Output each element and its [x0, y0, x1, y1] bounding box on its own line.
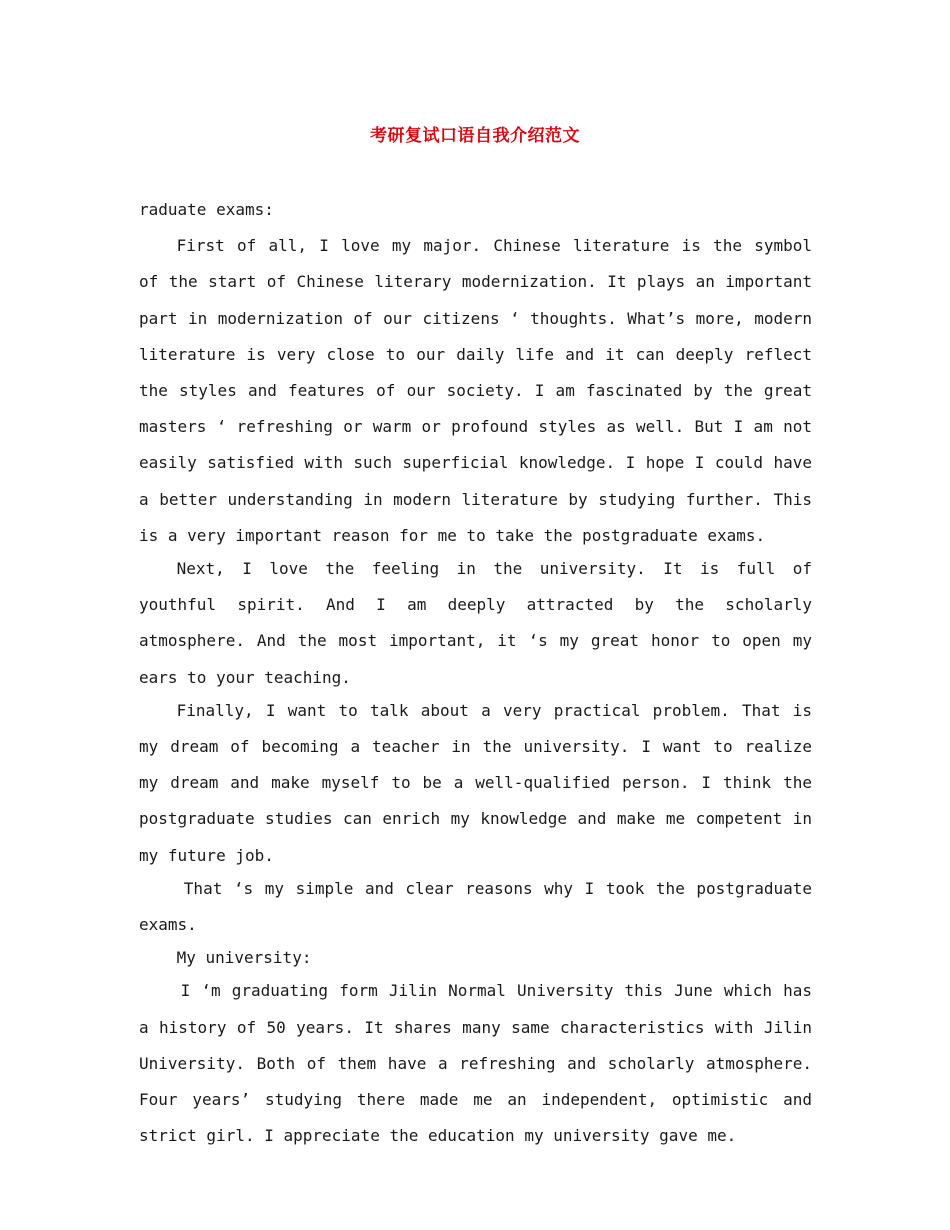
paragraph-major: First of all, I love my major. Chinese literature is the symbol of the start of Chinese literary modernization. It plays an important part in modernization of our citizens ‘ thoughts. What’s more, modern literature is very close to our daily life and it can deeply reflect the styles and features of our society. I am fascinated by the great masters ‘ refreshing or warm or profound styles as well. But I am not easily satisfied with such superficial knowledge. I hope I could have a better understanding in modern literature by studying further. This is a very important reason for me to take the postgraduate exams. — [139, 236, 812, 545]
paragraph-practical-problem: Finally, I want to talk about a very practical problem. That is my dream of becoming a teacher in the university. I want to realize my dream and make myself to be a well-qualified person. I think the postgraduate studies can enrich my knowledge and make me competent in my future job. — [139, 700, 812, 865]
document-title: 考研复试口语自我介绍范文 — [370, 126, 580, 146]
document-body — [139, 192, 812, 1154]
paragraph-intro-fragment: raduate exams: — [139, 200, 274, 219]
paragraph-reasons-summary: That ‘s my simple and clear reasons why I took the postgraduate exams. — [139, 878, 812, 935]
paragraph-my-university: I ‘m graduating form Jilin Normal University this June which has a history of 50 years. It shares many same characteristics with Jilin University. Both of them have a refreshing and scholarly atmosphere. Four years’ studying there made me an independent, optimistic and strict girl. I appreciate the education my university gave me. — [139, 981, 812, 1146]
paragraph-my-university-heading: My university: — [176, 948, 312, 968]
paragraph-university-feeling: Next, I love the feeling in the university. It is full of youthful spirit. And I am deeply attracted by the scholarly atmosphere. And the most important, it ‘s my great honor to open my ears to your teaching. — [139, 559, 812, 687]
